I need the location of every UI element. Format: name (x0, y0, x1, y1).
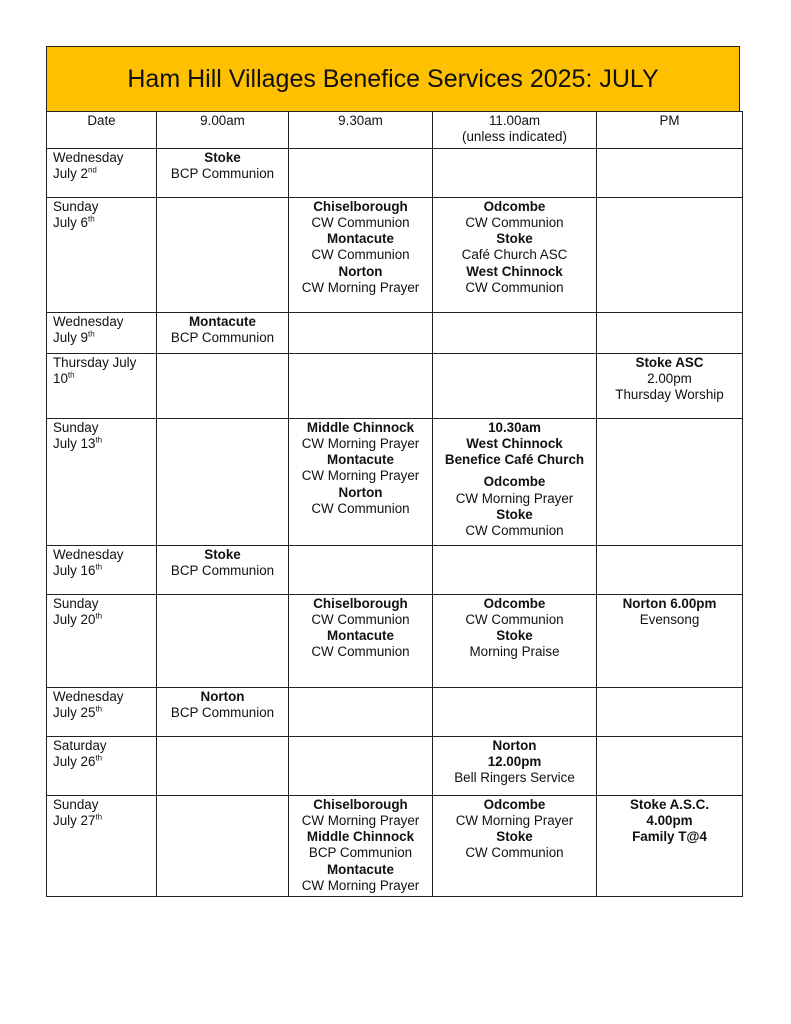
date-cell (47, 197, 157, 312)
date-cell (47, 545, 157, 594)
service-detail: Café Church ASC (461, 247, 568, 263)
service-detail: CW Morning Prayer (301, 280, 420, 296)
service-location: Middle Chinnock (306, 829, 415, 845)
cell-t1100 (433, 545, 597, 594)
service-detail: 2.00pm (647, 370, 692, 386)
date-day: Sunday (53, 419, 99, 435)
cell-t1100 (433, 312, 597, 353)
cell-t1100 (433, 594, 597, 687)
service-detail: CW Morning Prayer (455, 812, 574, 828)
table-row (47, 545, 743, 594)
service-detail: CW Communion (465, 611, 564, 627)
date-day: Saturday (53, 737, 107, 753)
service-detail: CW Communion (311, 611, 410, 627)
cell-t900 (157, 148, 289, 197)
service-location: 12.00pm (487, 753, 542, 769)
date-cell (47, 148, 157, 197)
date-cell (47, 736, 157, 795)
cell-pm (597, 736, 743, 795)
service-detail: CW Communion (311, 247, 410, 263)
service-detail: BCP Communion (170, 562, 275, 578)
date-line (53, 330, 150, 346)
service-location: Norton (338, 263, 383, 279)
service-location: Family T@4 (632, 829, 707, 845)
service-location: Chiselborough (313, 198, 408, 214)
service-location: Middle Chinnock (306, 419, 415, 435)
date-text: 10 (53, 370, 68, 386)
date-day: Wednesday (53, 688, 124, 704)
service-location: Norton 6.00pm (622, 595, 717, 611)
cell-t1100 (433, 197, 597, 312)
date-day: Wednesday (53, 149, 124, 165)
date-suffix: nd (87, 165, 97, 175)
service-location: Stoke (496, 507, 533, 523)
date-day: Thursday July (53, 354, 137, 370)
header-9-30am: 9.30am (289, 112, 433, 149)
date-cell (47, 418, 157, 545)
service-location: 4.00pm (646, 812, 693, 828)
service-location: Norton (200, 688, 245, 704)
service-location: Benefice Café Church (444, 452, 585, 468)
service-detail: Evensong (639, 611, 700, 627)
cell-t900 (157, 418, 289, 545)
date-text: July 20 (53, 611, 96, 627)
cell-t900 (157, 795, 289, 897)
date-suffix: th (95, 611, 103, 621)
cell-t930 (289, 736, 433, 795)
table-row (47, 736, 743, 795)
header-11-00am-time: 11.00am (488, 113, 541, 128)
service-location: West Chinnock (466, 263, 563, 279)
service-detail: BCP Communion (170, 704, 275, 720)
service-detail: BCP Communion (170, 165, 275, 181)
service-location: Odcombe (483, 796, 546, 812)
service-location: Odcombe (483, 595, 546, 611)
service-detail: CW Communion (465, 214, 564, 230)
header-pm: PM (597, 112, 743, 149)
cell-t930 (289, 312, 433, 353)
cell-t900 (157, 736, 289, 795)
service-location: West Chinnock (466, 435, 563, 451)
title-banner (46, 46, 740, 112)
date-line (53, 436, 150, 452)
date-line (53, 705, 150, 721)
cell-pm (597, 594, 743, 687)
header-11-00am (433, 112, 597, 149)
cell-t930 (289, 197, 433, 312)
service-location: Montacute (327, 628, 394, 644)
cell-t930 (289, 795, 433, 897)
cell-t900 (157, 687, 289, 736)
table-row (47, 418, 743, 545)
cell-t1100 (433, 148, 597, 197)
cell-t1100 (433, 687, 597, 736)
service-detail: Morning Praise (469, 644, 560, 660)
cell-t900 (157, 594, 289, 687)
service-detail: CW Morning Prayer (301, 878, 420, 894)
service-detail: CW Communion (465, 845, 564, 861)
service-detail: CW Communion (311, 214, 410, 230)
service-detail: CW Morning Prayer (301, 435, 420, 451)
service-detail: CW Morning Prayer (301, 468, 420, 484)
date-text: July 26 (53, 753, 96, 769)
date-text: July 13 (53, 435, 96, 451)
table-row (47, 312, 743, 353)
service-location: Stoke ASC (635, 354, 704, 370)
date-suffix: th (95, 753, 103, 763)
service-location: Stoke (204, 546, 241, 562)
service-detail: CW Morning Prayer (455, 490, 574, 506)
date-text: July 27 (53, 812, 96, 828)
date-line (53, 166, 150, 182)
date-day: Sunday (53, 796, 99, 812)
service-location: Norton (338, 484, 383, 500)
date-suffix: th (95, 562, 103, 572)
table-row (47, 795, 743, 897)
date-day: Wednesday (53, 546, 124, 562)
cell-t930 (289, 687, 433, 736)
date-line (53, 612, 150, 628)
date-suffix: th (95, 812, 103, 822)
header-11-00am-note: (unless indicated) (462, 129, 567, 145)
date-suffix: th (87, 214, 95, 224)
date-day: Wednesday (53, 313, 124, 329)
service-detail: CW Communion (311, 644, 410, 660)
service-location: 10.30am (488, 419, 541, 435)
date-day: Sunday (53, 198, 99, 214)
cell-pm (597, 687, 743, 736)
cell-t900 (157, 312, 289, 353)
service-detail: CW Morning Prayer (301, 812, 420, 828)
cell-pm (597, 545, 743, 594)
table-row (47, 594, 743, 687)
service-location: Stoke (496, 231, 533, 247)
table-row (47, 197, 743, 312)
service-detail: BCP Communion (170, 329, 275, 345)
service-detail: BCP Communion (308, 845, 413, 861)
date-cell (47, 594, 157, 687)
page-title: Ham Hill Villages Benefice Services 2025: JULY (127, 64, 659, 93)
date-day: Sunday (53, 595, 99, 611)
header-date: Date (47, 112, 157, 149)
services-table (46, 111, 743, 897)
table-row (47, 687, 743, 736)
service-location: Montacute (327, 452, 394, 468)
service-location: Montacute (327, 861, 394, 877)
date-cell (47, 312, 157, 353)
cell-t930 (289, 148, 433, 197)
service-location: Chiselborough (313, 595, 408, 611)
cell-t900 (157, 353, 289, 418)
cell-t1100 (433, 795, 597, 897)
cell-pm (597, 197, 743, 312)
cell-t930 (289, 594, 433, 687)
date-line (53, 813, 150, 829)
date-line (53, 215, 150, 231)
date-line (53, 371, 150, 387)
cell-t1100 (433, 736, 597, 795)
date-text: July 2 (53, 165, 88, 181)
date-line (53, 754, 150, 770)
date-suffix: th (67, 370, 75, 380)
service-location: Stoke A.S.C. (629, 796, 710, 812)
service-detail: CW Communion (311, 501, 410, 517)
table-row (47, 148, 743, 197)
service-location: Montacute (189, 313, 256, 329)
cell-t900 (157, 545, 289, 594)
date-text: July 16 (53, 562, 96, 578)
cell-t1100 (433, 418, 597, 545)
service-location: Norton (492, 737, 537, 753)
cell-t900 (157, 197, 289, 312)
date-line (53, 563, 150, 579)
service-location: Montacute (327, 231, 394, 247)
cell-t930 (289, 545, 433, 594)
service-detail: CW Communion (465, 280, 564, 296)
service-location: Chiselborough (313, 796, 408, 812)
date-cell (47, 687, 157, 736)
cell-t930 (289, 418, 433, 545)
cell-pm (597, 795, 743, 897)
service-location: Stoke (496, 829, 533, 845)
header-9-00am: 9.00am (157, 112, 289, 149)
date-text: July 6 (53, 214, 88, 230)
cell-t1100 (433, 353, 597, 418)
service-detail: Bell Ringers Service (454, 770, 575, 786)
service-location: Stoke (496, 628, 533, 644)
date-suffix: th (87, 329, 95, 339)
date-suffix: th (95, 435, 103, 445)
date-cell (47, 795, 157, 897)
date-suffix: th (95, 704, 103, 714)
cell-pm (597, 353, 743, 418)
cell-pm (597, 312, 743, 353)
service-detail: Thursday Worship (615, 387, 724, 403)
cell-pm (597, 148, 743, 197)
service-detail: CW Communion (465, 523, 564, 539)
date-cell (47, 353, 157, 418)
cell-t930 (289, 353, 433, 418)
service-location: Odcombe (483, 474, 546, 490)
date-text: July 9 (53, 329, 88, 345)
table-row (47, 353, 743, 418)
service-location: Odcombe (483, 198, 546, 214)
service-location: Stoke (204, 149, 241, 165)
header-row (47, 112, 743, 149)
cell-pm (597, 418, 743, 545)
date-text: July 25 (53, 704, 96, 720)
